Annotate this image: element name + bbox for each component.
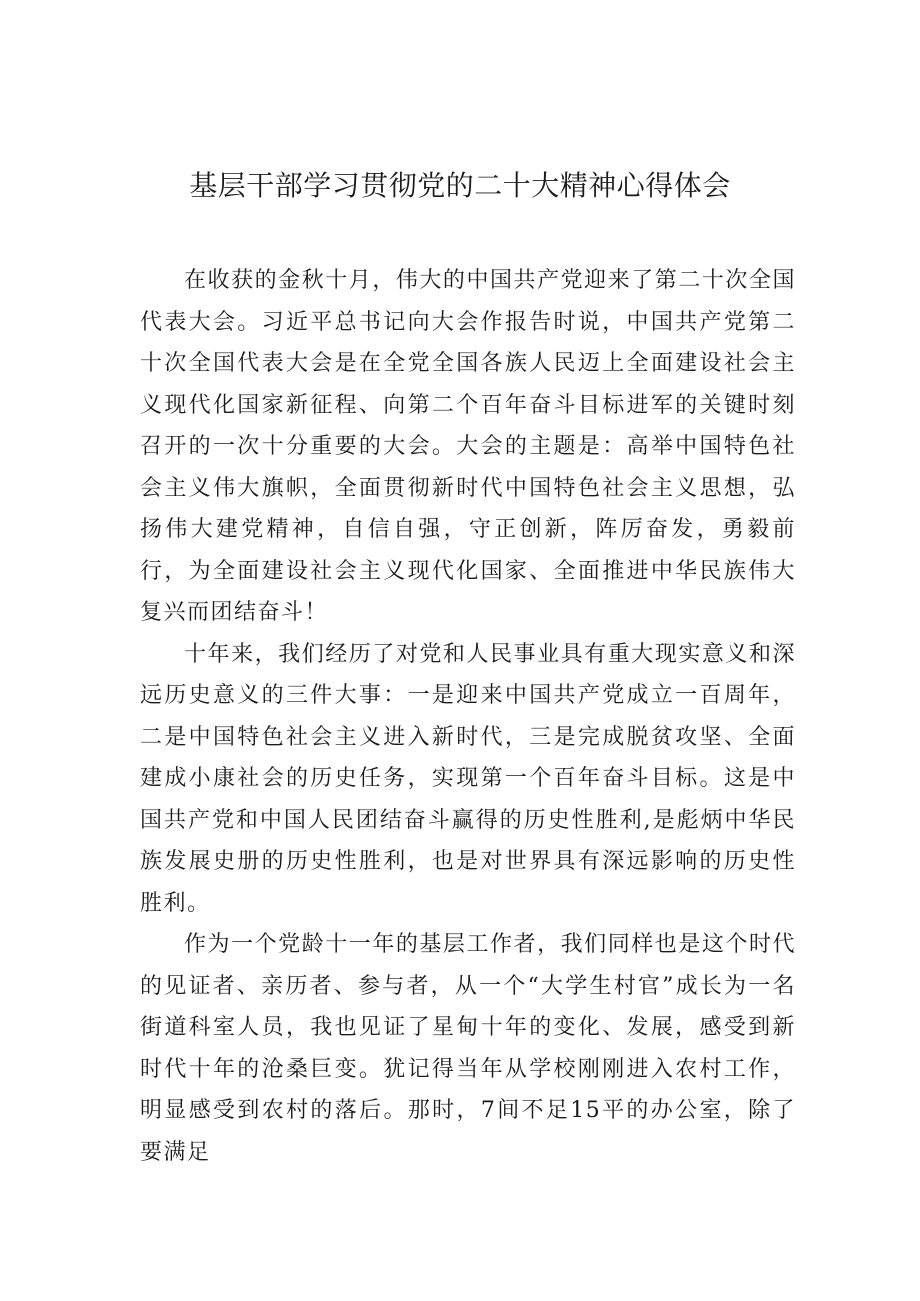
document-body	[140, 260, 796, 1173]
paragraph-2: 十年来，我们经历了对党和人民事业具有重大现实意义和深远历史意义的三件大事：一是迎来中国共产党成立一百周年，二是中国特色社会主义进入新时代，三是完成脱贫攻坚、全面建成小康社会的历史任务，实现第一个百年奋斗目标。这是中国共产党和中国人民团结奋斗赢得的历史性胜利,是彪炳中华民族发展史册的历史性胜利，也是对世界具有深远影响的历史性胜利。	[140, 641, 796, 916]
document-title: 基层干部学习贯彻党的二十大精神心得体会	[189, 169, 731, 202]
paragraph-1: 在收获的金秋十月，伟大的中国共产党迎来了第二十次全国代表大会。习近平总书记向大会作报告时说，中国共产党第二十次全国代表大会是在全党全国各族人民迈上全面建设社会主义现代化国家新征程、向第二个百年奋斗目标进军的关键时刻召开的一次十分重要的大会。大会的主题是：高举中国特色社会主义伟大旗帜，全面贯彻新时代中国特色社会主义思想，弘扬伟大建党精神，自信自强，守正创新，阵厉奋发，勇毅前行，为全面建设社会主义现代化国家、全面推进中华民族伟大复兴而团结奋斗！	[140, 268, 796, 625]
paragraph-3: 作为一个党龄十一年的基层工作者，我们同样也是这个时代的见证者、亲历者、参与者，从一个“大学生村官”成长为一名街道科室人员，我也见证了星甸十年的变化、发展，感受到新时代十年的沧桑巨变。犹记得当年从学校刚刚进入农村工作，明显感受到农村的落后。那时，7间不足15平的办公室，除了要满足	[140, 932, 796, 1165]
